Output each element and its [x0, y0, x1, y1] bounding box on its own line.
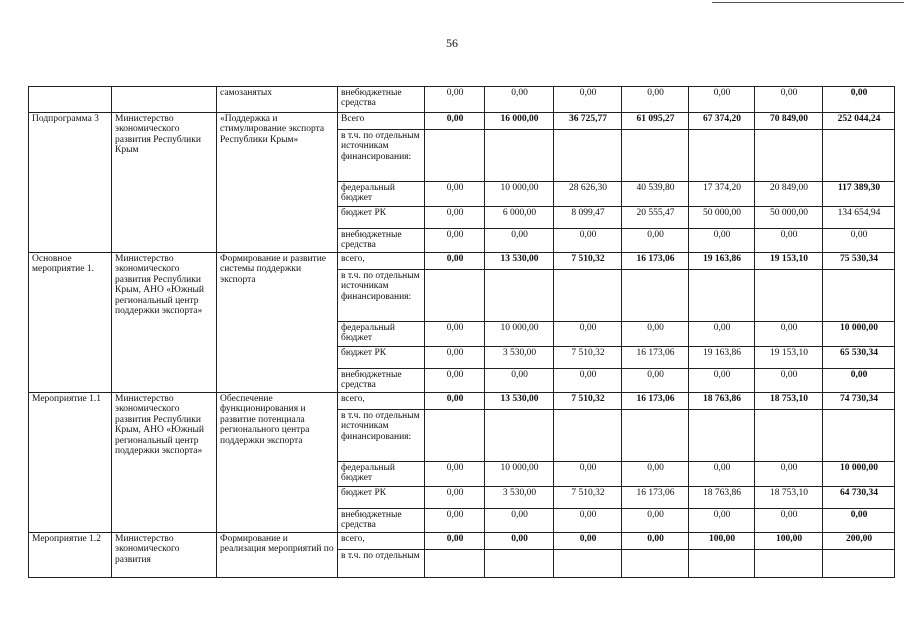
table-cell: 0,00 [485, 229, 554, 253]
table-cell: федеральный бюджет [338, 322, 425, 347]
table-cell: 16 173,06 [622, 347, 689, 369]
table-cell: 10 000,00 [485, 322, 554, 347]
table-cell: 0,00 [755, 462, 823, 487]
table-cell: 0,00 [823, 369, 895, 393]
table-row [29, 113, 895, 130]
table-cell: 0,00 [425, 207, 485, 229]
table-cell: 19 153,10 [755, 347, 823, 369]
table-cell: 0,00 [554, 509, 622, 533]
table-cell: 20 849,00 [755, 182, 823, 207]
table-cell: всего, [338, 533, 425, 550]
table-cell: 0,00 [689, 229, 755, 253]
table-cell [622, 270, 689, 322]
table-cell: 0,00 [823, 509, 895, 533]
table-cell: Министерство экономического развития [112, 533, 217, 578]
table-cell [485, 550, 554, 578]
table-cell: Министерство экономического развития Республики Крым, АНО «Южный региональный центр поддержки экспорта» [112, 253, 217, 393]
table-cell: 6 000,00 [485, 207, 554, 229]
table-cell: 0,00 [554, 229, 622, 253]
table-cell: 70 849,00 [755, 113, 823, 130]
table-cell: 0,00 [622, 87, 689, 113]
table-cell: 0,00 [554, 369, 622, 393]
table-cell: бюджет РК [338, 487, 425, 509]
table-cell [755, 270, 823, 322]
table-cell [823, 130, 895, 182]
page-number: 56 [446, 36, 458, 50]
table-cell: 0,00 [425, 87, 485, 113]
table-cell: 61 095,27 [622, 113, 689, 130]
table-cell: 0,00 [689, 87, 755, 113]
table-cell: 8 099,47 [554, 207, 622, 229]
table-cell: 0,00 [622, 322, 689, 347]
table-cell: в т.ч. по отдельным источникам финансирования: [338, 410, 425, 462]
table-cell: всего, [338, 253, 425, 270]
table-cell: 50 000,00 [689, 207, 755, 229]
table-cell: 10 000,00 [823, 322, 895, 347]
table-cell [755, 130, 823, 182]
table-cell: 0,00 [554, 87, 622, 113]
table-cell: Формирование и реализация мероприятий по [217, 533, 338, 578]
table-cell: «Поддержка и стимулирование экспорта Республики Крым» [217, 113, 338, 253]
table-cell: 0,00 [554, 533, 622, 550]
table-cell: 0,00 [755, 509, 823, 533]
table-cell [554, 130, 622, 182]
table-cell: 0,00 [689, 462, 755, 487]
table-cell: 13 530,00 [485, 253, 554, 270]
table-cell [689, 550, 755, 578]
table-cell: 0,00 [425, 369, 485, 393]
table-cell [755, 410, 823, 462]
table-cell: 18 763,86 [689, 393, 755, 410]
table-cell: 0,00 [622, 462, 689, 487]
table-cell [755, 550, 823, 578]
table-cell [823, 410, 895, 462]
table-cell: 0,00 [755, 369, 823, 393]
table-cell [622, 550, 689, 578]
table-cell: всего, [338, 393, 425, 410]
table-row [29, 393, 895, 410]
top-rule [712, 2, 904, 3]
table-cell: 0,00 [823, 87, 895, 113]
table-cell: 64 730,34 [823, 487, 895, 509]
table-cell: федеральный бюджет [338, 462, 425, 487]
table-cell: 0,00 [485, 509, 554, 533]
table-cell [112, 87, 217, 113]
table-cell: 19 163,86 [689, 253, 755, 270]
table-cell [689, 130, 755, 182]
table-cell [485, 410, 554, 462]
table-cell: 7 510,32 [554, 487, 622, 509]
table-cell [823, 550, 895, 578]
table-cell: 0,00 [425, 509, 485, 533]
table-cell: 0,00 [425, 462, 485, 487]
table-cell: Подпрограмма 3 [29, 113, 112, 253]
table-cell: Мероприятие 1.1 [29, 393, 112, 533]
table-cell: 67 374,20 [689, 113, 755, 130]
table-cell: 0,00 [425, 229, 485, 253]
table-cell: внебюджетные средства [338, 509, 425, 533]
table-cell: 65 530,34 [823, 347, 895, 369]
table-cell: 252 044,24 [823, 113, 895, 130]
table-cell: 18 753,10 [755, 487, 823, 509]
table-cell: 36 725,77 [554, 113, 622, 130]
table-cell: 0,00 [425, 347, 485, 369]
table-cell: 7 510,32 [554, 347, 622, 369]
table-cell: 0,00 [554, 462, 622, 487]
table-cell: самозанятых [217, 87, 338, 113]
table-cell: 0,00 [425, 487, 485, 509]
table-cell: 13 530,00 [485, 393, 554, 410]
table-cell [689, 270, 755, 322]
table-cell: 117 389,30 [823, 182, 895, 207]
table-cell: 100,00 [755, 533, 823, 550]
table-row [29, 253, 895, 270]
table-cell: 0,00 [425, 322, 485, 347]
table-cell: 0,00 [554, 322, 622, 347]
table-cell: 134 654,94 [823, 207, 895, 229]
table-cell [622, 130, 689, 182]
table-cell: Всего [338, 113, 425, 130]
table-cell: 16 173,06 [622, 393, 689, 410]
table-cell [485, 130, 554, 182]
table-cell: 19 153,10 [755, 253, 823, 270]
table-cell: Обеспечение функционирования и развитие потенциала регионального центра поддержки экспорта [217, 393, 338, 533]
table-cell: 7 510,32 [554, 253, 622, 270]
table-cell: 16 173,06 [622, 253, 689, 270]
table-cell: 10 000,00 [485, 462, 554, 487]
table-cell [823, 270, 895, 322]
table-cell: в т.ч. по отдельным источникам финансирования: [338, 270, 425, 322]
table-cell: 7 510,32 [554, 393, 622, 410]
table-cell: 10 000,00 [485, 182, 554, 207]
table-cell: внебюджетные средства [338, 229, 425, 253]
table-cell: 0,00 [425, 113, 485, 130]
table-cell: 40 539,80 [622, 182, 689, 207]
table-cell [29, 87, 112, 113]
table-cell: бюджет РК [338, 207, 425, 229]
table-cell: 74 730,34 [823, 393, 895, 410]
table-cell: Формирование и развитие системы поддержки экспорта [217, 253, 338, 393]
table-cell: в т.ч. по отдельным [338, 550, 425, 578]
table-cell: Министерство экономического развития Республики Крым [112, 113, 217, 253]
table-cell: 17 374,20 [689, 182, 755, 207]
table-cell [425, 130, 485, 182]
table-cell [425, 270, 485, 322]
table-cell [554, 550, 622, 578]
table-cell: 0,00 [622, 533, 689, 550]
table-cell: 0,00 [425, 253, 485, 270]
table-cell: бюджет РК [338, 347, 425, 369]
table-cell: 0,00 [485, 369, 554, 393]
table-cell: федеральный бюджет [338, 182, 425, 207]
table-cell: 0,00 [622, 509, 689, 533]
table-cell: 0,00 [425, 533, 485, 550]
table-cell: 200,00 [823, 533, 895, 550]
table-row [29, 533, 895, 550]
table-cell: 75 530,34 [823, 253, 895, 270]
table-cell [425, 550, 485, 578]
table-cell: 0,00 [485, 87, 554, 113]
table-cell: 0,00 [485, 533, 554, 550]
table-cell: 0,00 [622, 369, 689, 393]
budget-table-body [29, 87, 895, 578]
table-cell: 16 000,00 [485, 113, 554, 130]
table-cell [554, 270, 622, 322]
table-cell: 19 163,86 [689, 347, 755, 369]
table-row [29, 87, 895, 113]
table-cell: 0,00 [689, 509, 755, 533]
table-cell: 0,00 [755, 322, 823, 347]
table-cell: Основное мероприятие 1. [29, 253, 112, 393]
table-cell: 0,00 [425, 182, 485, 207]
table-cell [554, 410, 622, 462]
table-cell: Министерство экономического развития Республики Крым, АНО «Южный региональный центр поддержки экспорта» [112, 393, 217, 533]
table-cell: 0,00 [755, 87, 823, 113]
table-cell: 0,00 [689, 322, 755, 347]
table-cell: 28 626,30 [554, 182, 622, 207]
table-cell: 0,00 [622, 229, 689, 253]
table-cell: Мероприятие 1.2 [29, 533, 112, 578]
table-cell: 50 000,00 [755, 207, 823, 229]
table-cell: 3 530,00 [485, 347, 554, 369]
table-cell [485, 270, 554, 322]
table-cell: 0,00 [425, 393, 485, 410]
table-cell: 20 555,47 [622, 207, 689, 229]
table-cell: 3 530,00 [485, 487, 554, 509]
table-cell: внебюджетные средства [338, 369, 425, 393]
budget-table [28, 86, 895, 578]
table-cell: 16 173,06 [622, 487, 689, 509]
table-cell: внебюджетные средства [338, 87, 425, 113]
table-cell [425, 410, 485, 462]
table-cell: 0,00 [689, 369, 755, 393]
table-cell [689, 410, 755, 462]
table-cell: 18 753,10 [755, 393, 823, 410]
table-cell: 18 763,86 [689, 487, 755, 509]
table-cell: 0,00 [755, 229, 823, 253]
table-cell [622, 410, 689, 462]
table-cell: 0,00 [823, 229, 895, 253]
table-cell: 100,00 [689, 533, 755, 550]
table-cell: в т.ч. по отдельным источникам финансирования: [338, 130, 425, 182]
table-cell: 10 000,00 [823, 462, 895, 487]
